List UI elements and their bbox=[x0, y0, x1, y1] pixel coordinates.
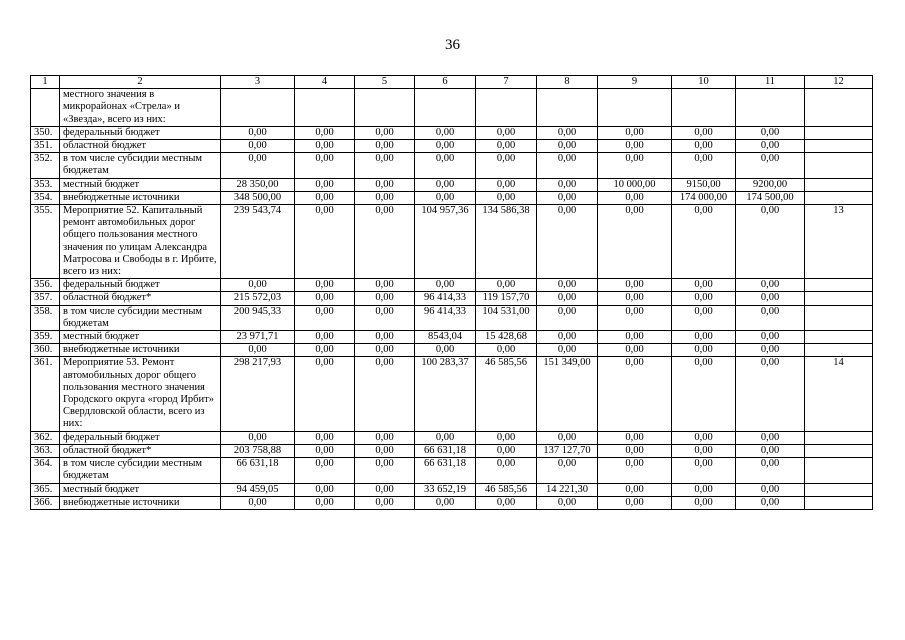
value-cell-col-8 bbox=[537, 89, 598, 127]
value-cell-col-7: 0,00 bbox=[476, 178, 537, 191]
table-row bbox=[31, 126, 873, 139]
column-12-cell bbox=[805, 444, 873, 457]
value-cell-col-9 bbox=[598, 89, 672, 127]
row-number bbox=[31, 89, 60, 127]
value-cell-col-4: 0,00 bbox=[295, 431, 355, 444]
value-cell-col-9: 0,00 bbox=[598, 292, 672, 305]
row-description: в том числе субсидии местным бюджетам bbox=[60, 458, 221, 483]
table-row bbox=[31, 279, 873, 292]
value-cell-col-6: 104 957,36 bbox=[415, 205, 476, 279]
column-12-cell bbox=[805, 126, 873, 139]
value-cell-col-4: 0,00 bbox=[295, 305, 355, 330]
value-cell-col-9: 0,00 bbox=[598, 458, 672, 483]
column-header: 7 bbox=[476, 76, 537, 89]
value-cell-col-4: 0,00 bbox=[295, 126, 355, 139]
row-description: внебюджетные источники bbox=[60, 496, 221, 509]
value-cell-col-5: 0,00 bbox=[355, 153, 415, 178]
value-cell-col-6: 0,00 bbox=[415, 153, 476, 178]
value-cell-col-11 bbox=[736, 89, 805, 127]
value-cell-col-6: 0,00 bbox=[415, 126, 476, 139]
value-cell-col-4: 0,00 bbox=[295, 344, 355, 357]
value-cell-col-11: 0,00 bbox=[736, 331, 805, 344]
value-cell-col-8: 0,00 bbox=[537, 292, 598, 305]
value-cell-col-11: 0,00 bbox=[736, 292, 805, 305]
column-12-cell bbox=[805, 140, 873, 153]
value-cell-col-8: 14 221,30 bbox=[537, 483, 598, 496]
row-description: в том числе субсидии местным бюджетам bbox=[60, 305, 221, 330]
row-description: местный бюджет bbox=[60, 178, 221, 191]
value-cell-col-4 bbox=[295, 89, 355, 127]
value-cell-col-4: 0,00 bbox=[295, 191, 355, 204]
value-cell-col-5: 0,00 bbox=[355, 178, 415, 191]
value-cell-col-5: 0,00 bbox=[355, 344, 415, 357]
value-cell-col-6 bbox=[415, 89, 476, 127]
value-cell-col-7: 46 585,56 bbox=[476, 357, 537, 431]
value-cell-col-7: 0,00 bbox=[476, 279, 537, 292]
row-number: 364. bbox=[31, 458, 60, 483]
value-cell-col-7: 15 428,68 bbox=[476, 331, 537, 344]
value-cell-col-6: 66 631,18 bbox=[415, 444, 476, 457]
table-row bbox=[31, 496, 873, 509]
table-body bbox=[31, 89, 873, 510]
value-cell-col-9: 0,00 bbox=[598, 205, 672, 279]
value-cell-col-9: 0,00 bbox=[598, 153, 672, 178]
value-cell-col-5: 0,00 bbox=[355, 140, 415, 153]
value-cell-col-3: 203 758,88 bbox=[221, 444, 295, 457]
value-cell-col-10: 0,00 bbox=[672, 140, 736, 153]
value-cell-col-7: 0,00 bbox=[476, 496, 537, 509]
value-cell-col-10: 0,00 bbox=[672, 483, 736, 496]
row-description: внебюджетные источники bbox=[60, 344, 221, 357]
value-cell-col-10: 0,00 bbox=[672, 344, 736, 357]
value-cell-col-11: 0,00 bbox=[736, 444, 805, 457]
value-cell-col-10: 0,00 bbox=[672, 458, 736, 483]
value-cell-col-7 bbox=[476, 89, 537, 127]
value-cell-col-9: 0,00 bbox=[598, 357, 672, 431]
value-cell-col-4: 0,00 bbox=[295, 496, 355, 509]
table-row bbox=[31, 178, 873, 191]
value-cell-col-5: 0,00 bbox=[355, 496, 415, 509]
row-number: 355. bbox=[31, 205, 60, 279]
row-description: местный бюджет bbox=[60, 483, 221, 496]
value-cell-col-5: 0,00 bbox=[355, 444, 415, 457]
column-12-cell bbox=[805, 496, 873, 509]
value-cell-col-11: 9200,00 bbox=[736, 178, 805, 191]
column-header: 10 bbox=[672, 76, 736, 89]
value-cell-col-6: 0,00 bbox=[415, 279, 476, 292]
table-row bbox=[31, 140, 873, 153]
value-cell-col-7: 0,00 bbox=[476, 153, 537, 178]
value-cell-col-7: 119 157,70 bbox=[476, 292, 537, 305]
value-cell-col-4: 0,00 bbox=[295, 357, 355, 431]
value-cell-col-11: 174 500,00 bbox=[736, 191, 805, 204]
value-cell-col-11: 0,00 bbox=[736, 153, 805, 178]
value-cell-col-3: 0,00 bbox=[221, 153, 295, 178]
table-row bbox=[31, 458, 873, 483]
table-row bbox=[31, 89, 873, 127]
value-cell-col-10: 0,00 bbox=[672, 292, 736, 305]
value-cell-col-11: 0,00 bbox=[736, 431, 805, 444]
value-cell-col-11: 0,00 bbox=[736, 357, 805, 431]
value-cell-col-6: 0,00 bbox=[415, 496, 476, 509]
value-cell-col-8: 0,00 bbox=[537, 205, 598, 279]
value-cell-col-6: 100 283,37 bbox=[415, 357, 476, 431]
value-cell-col-8: 0,00 bbox=[537, 305, 598, 330]
table-row bbox=[31, 344, 873, 357]
value-cell-col-6: 8543,04 bbox=[415, 331, 476, 344]
value-cell-col-9: 0,00 bbox=[598, 344, 672, 357]
value-cell-col-11: 0,00 bbox=[736, 344, 805, 357]
value-cell-col-7: 46 585,56 bbox=[476, 483, 537, 496]
column-12-cell bbox=[805, 178, 873, 191]
value-cell-col-10: 0,00 bbox=[672, 205, 736, 279]
row-description: местного значения в микрорайонах «Стрела» и «Звезда», всего из них: bbox=[60, 89, 221, 127]
value-cell-col-8: 0,00 bbox=[537, 140, 598, 153]
table-row bbox=[31, 205, 873, 279]
value-cell-col-4: 0,00 bbox=[295, 483, 355, 496]
value-cell-col-7: 0,00 bbox=[476, 431, 537, 444]
column-12-cell bbox=[805, 191, 873, 204]
value-cell-col-3: 66 631,18 bbox=[221, 458, 295, 483]
row-description: федеральный бюджет bbox=[60, 126, 221, 139]
value-cell-col-3 bbox=[221, 89, 295, 127]
value-cell-col-4: 0,00 bbox=[295, 279, 355, 292]
row-number: 359. bbox=[31, 331, 60, 344]
value-cell-col-5: 0,00 bbox=[355, 191, 415, 204]
row-number: 351. bbox=[31, 140, 60, 153]
value-cell-col-11: 0,00 bbox=[736, 205, 805, 279]
value-cell-col-7: 0,00 bbox=[476, 140, 537, 153]
value-cell-col-6: 0,00 bbox=[415, 178, 476, 191]
value-cell-col-7: 0,00 bbox=[476, 126, 537, 139]
value-cell-col-8: 0,00 bbox=[537, 279, 598, 292]
table-row bbox=[31, 305, 873, 330]
value-cell-col-6: 0,00 bbox=[415, 344, 476, 357]
value-cell-col-5: 0,00 bbox=[355, 279, 415, 292]
column-header: 4 bbox=[295, 76, 355, 89]
value-cell-col-9: 0,00 bbox=[598, 431, 672, 444]
value-cell-col-10: 9150,00 bbox=[672, 178, 736, 191]
column-12-cell bbox=[805, 153, 873, 178]
row-description: федеральный бюджет bbox=[60, 279, 221, 292]
column-header: 11 bbox=[736, 76, 805, 89]
column-header: 12 bbox=[805, 76, 873, 89]
table-row bbox=[31, 331, 873, 344]
value-cell-col-11: 0,00 bbox=[736, 279, 805, 292]
value-cell-col-7: 0,00 bbox=[476, 444, 537, 457]
budget-table bbox=[30, 75, 873, 510]
value-cell-col-11: 0,00 bbox=[736, 483, 805, 496]
table-row bbox=[31, 431, 873, 444]
row-number: 365. bbox=[31, 483, 60, 496]
value-cell-col-6: 96 414,33 bbox=[415, 292, 476, 305]
value-cell-col-3: 348 500,00 bbox=[221, 191, 295, 204]
value-cell-col-9: 0,00 bbox=[598, 444, 672, 457]
value-cell-col-8: 0,00 bbox=[537, 331, 598, 344]
value-cell-col-7: 134 586,38 bbox=[476, 205, 537, 279]
value-cell-col-3: 94 459,05 bbox=[221, 483, 295, 496]
value-cell-col-5: 0,00 bbox=[355, 357, 415, 431]
row-description: в том числе субсидии местным бюджетам bbox=[60, 153, 221, 178]
value-cell-col-5 bbox=[355, 89, 415, 127]
value-cell-col-4: 0,00 bbox=[295, 178, 355, 191]
value-cell-col-8: 0,00 bbox=[537, 458, 598, 483]
row-description: федеральный бюджет bbox=[60, 431, 221, 444]
row-description: областной бюджет* bbox=[60, 292, 221, 305]
row-number: 354. bbox=[31, 191, 60, 204]
value-cell-col-9: 0,00 bbox=[598, 126, 672, 139]
row-number: 358. bbox=[31, 305, 60, 330]
value-cell-col-8: 151 349,00 bbox=[537, 357, 598, 431]
column-header: 6 bbox=[415, 76, 476, 89]
row-number: 361. bbox=[31, 357, 60, 431]
value-cell-col-3: 239 543,74 bbox=[221, 205, 295, 279]
value-cell-col-3: 200 945,33 bbox=[221, 305, 295, 330]
column-12-cell bbox=[805, 89, 873, 127]
value-cell-col-4: 0,00 bbox=[295, 444, 355, 457]
value-cell-col-7: 0,00 bbox=[476, 191, 537, 204]
value-cell-col-8: 137 127,70 bbox=[537, 444, 598, 457]
value-cell-col-9: 0,00 bbox=[598, 331, 672, 344]
value-cell-col-4: 0,00 bbox=[295, 140, 355, 153]
column-header: 3 bbox=[221, 76, 295, 89]
value-cell-col-4: 0,00 bbox=[295, 331, 355, 344]
table-row bbox=[31, 153, 873, 178]
column-12-cell bbox=[805, 458, 873, 483]
value-cell-col-3: 23 971,71 bbox=[221, 331, 295, 344]
row-description: Мероприятие 53. Ремонт автомобильных дорог общего пользования местного значения Городского округа «город Ирбит» Свердловской области, всего из них: bbox=[60, 357, 221, 431]
table-row bbox=[31, 444, 873, 457]
page-number: 36 bbox=[445, 37, 460, 53]
row-number: 356. bbox=[31, 279, 60, 292]
value-cell-col-8: 0,00 bbox=[537, 126, 598, 139]
value-cell-col-3: 0,00 bbox=[221, 140, 295, 153]
row-number: 350. bbox=[31, 126, 60, 139]
value-cell-col-4: 0,00 bbox=[295, 205, 355, 279]
value-cell-col-5: 0,00 bbox=[355, 483, 415, 496]
value-cell-col-9: 10 000,00 bbox=[598, 178, 672, 191]
value-cell-col-10 bbox=[672, 89, 736, 127]
value-cell-col-6: 96 414,33 bbox=[415, 305, 476, 330]
value-cell-col-9: 0,00 bbox=[598, 140, 672, 153]
value-cell-col-5: 0,00 bbox=[355, 126, 415, 139]
value-cell-col-10: 0,00 bbox=[672, 431, 736, 444]
row-number: 366. bbox=[31, 496, 60, 509]
row-description: внебюджетные источники bbox=[60, 191, 221, 204]
value-cell-col-3: 298 217,93 bbox=[221, 357, 295, 431]
column-12-cell: 14 bbox=[805, 357, 873, 431]
row-description: областной бюджет* bbox=[60, 444, 221, 457]
value-cell-col-11: 0,00 bbox=[736, 140, 805, 153]
value-cell-col-10: 0,00 bbox=[672, 153, 736, 178]
row-number: 353. bbox=[31, 178, 60, 191]
table-row bbox=[31, 292, 873, 305]
value-cell-col-6: 0,00 bbox=[415, 431, 476, 444]
row-description: областной бюджет bbox=[60, 140, 221, 153]
value-cell-col-3: 28 350,00 bbox=[221, 178, 295, 191]
value-cell-col-10: 0,00 bbox=[672, 279, 736, 292]
value-cell-col-9: 0,00 bbox=[598, 483, 672, 496]
value-cell-col-11: 0,00 bbox=[736, 305, 805, 330]
value-cell-col-7: 0,00 bbox=[476, 458, 537, 483]
value-cell-col-5: 0,00 bbox=[355, 305, 415, 330]
column-12-cell bbox=[805, 305, 873, 330]
value-cell-col-5: 0,00 bbox=[355, 431, 415, 444]
value-cell-col-10: 0,00 bbox=[672, 126, 736, 139]
value-cell-col-11: 0,00 bbox=[736, 458, 805, 483]
column-12-cell bbox=[805, 483, 873, 496]
value-cell-col-9: 0,00 bbox=[598, 279, 672, 292]
table-row bbox=[31, 191, 873, 204]
value-cell-col-8: 0,00 bbox=[537, 178, 598, 191]
column-12-cell bbox=[805, 331, 873, 344]
value-cell-col-3: 0,00 bbox=[221, 431, 295, 444]
value-cell-col-8: 0,00 bbox=[537, 344, 598, 357]
column-12-cell bbox=[805, 344, 873, 357]
row-number: 363. bbox=[31, 444, 60, 457]
value-cell-col-3: 0,00 bbox=[221, 496, 295, 509]
column-header: 1 bbox=[31, 76, 60, 89]
value-cell-col-6: 33 652,19 bbox=[415, 483, 476, 496]
value-cell-col-5: 0,00 bbox=[355, 458, 415, 483]
table-row bbox=[31, 357, 873, 431]
value-cell-col-8: 0,00 bbox=[537, 153, 598, 178]
value-cell-col-10: 0,00 bbox=[672, 496, 736, 509]
row-number: 357. bbox=[31, 292, 60, 305]
row-description: Мероприятие 52. Капитальный ремонт автомобильных дорог общего пользования местного значения по улицам Александра Матросова и Свободы в г. Ирбите, всего из них: bbox=[60, 205, 221, 279]
value-cell-col-4: 0,00 bbox=[295, 458, 355, 483]
value-cell-col-8: 0,00 bbox=[537, 431, 598, 444]
value-cell-col-9: 0,00 bbox=[598, 305, 672, 330]
column-header: 5 bbox=[355, 76, 415, 89]
header-row bbox=[31, 76, 873, 89]
value-cell-col-6: 0,00 bbox=[415, 191, 476, 204]
column-header: 8 bbox=[537, 76, 598, 89]
value-cell-col-10: 0,00 bbox=[672, 305, 736, 330]
value-cell-col-10: 0,00 bbox=[672, 357, 736, 431]
value-cell-col-6: 66 631,18 bbox=[415, 458, 476, 483]
value-cell-col-5: 0,00 bbox=[355, 205, 415, 279]
value-cell-col-11: 0,00 bbox=[736, 126, 805, 139]
value-cell-col-3: 0,00 bbox=[221, 279, 295, 292]
value-cell-col-8: 0,00 bbox=[537, 496, 598, 509]
row-description: местный бюджет bbox=[60, 331, 221, 344]
column-12-cell bbox=[805, 279, 873, 292]
column-12-cell: 13 bbox=[805, 205, 873, 279]
value-cell-col-8: 0,00 bbox=[537, 191, 598, 204]
value-cell-col-5: 0,00 bbox=[355, 331, 415, 344]
value-cell-col-5: 0,00 bbox=[355, 292, 415, 305]
value-cell-col-10: 0,00 bbox=[672, 444, 736, 457]
value-cell-col-10: 174 000,00 bbox=[672, 191, 736, 204]
value-cell-col-6: 0,00 bbox=[415, 140, 476, 153]
value-cell-col-4: 0,00 bbox=[295, 153, 355, 178]
value-cell-col-9: 0,00 bbox=[598, 191, 672, 204]
value-cell-col-3: 0,00 bbox=[221, 126, 295, 139]
value-cell-col-3: 215 572,03 bbox=[221, 292, 295, 305]
value-cell-col-11: 0,00 bbox=[736, 496, 805, 509]
value-cell-col-9: 0,00 bbox=[598, 496, 672, 509]
column-12-cell bbox=[805, 431, 873, 444]
value-cell-col-7: 104 531,00 bbox=[476, 305, 537, 330]
value-cell-col-7: 0,00 bbox=[476, 344, 537, 357]
value-cell-col-4: 0,00 bbox=[295, 292, 355, 305]
row-number: 352. bbox=[31, 153, 60, 178]
value-cell-col-3: 0,00 bbox=[221, 344, 295, 357]
value-cell-col-10: 0,00 bbox=[672, 331, 736, 344]
column-header: 2 bbox=[60, 76, 221, 89]
row-number: 362. bbox=[31, 431, 60, 444]
table-row bbox=[31, 483, 873, 496]
column-12-cell bbox=[805, 292, 873, 305]
column-header: 9 bbox=[598, 76, 672, 89]
row-number: 360. bbox=[31, 344, 60, 357]
